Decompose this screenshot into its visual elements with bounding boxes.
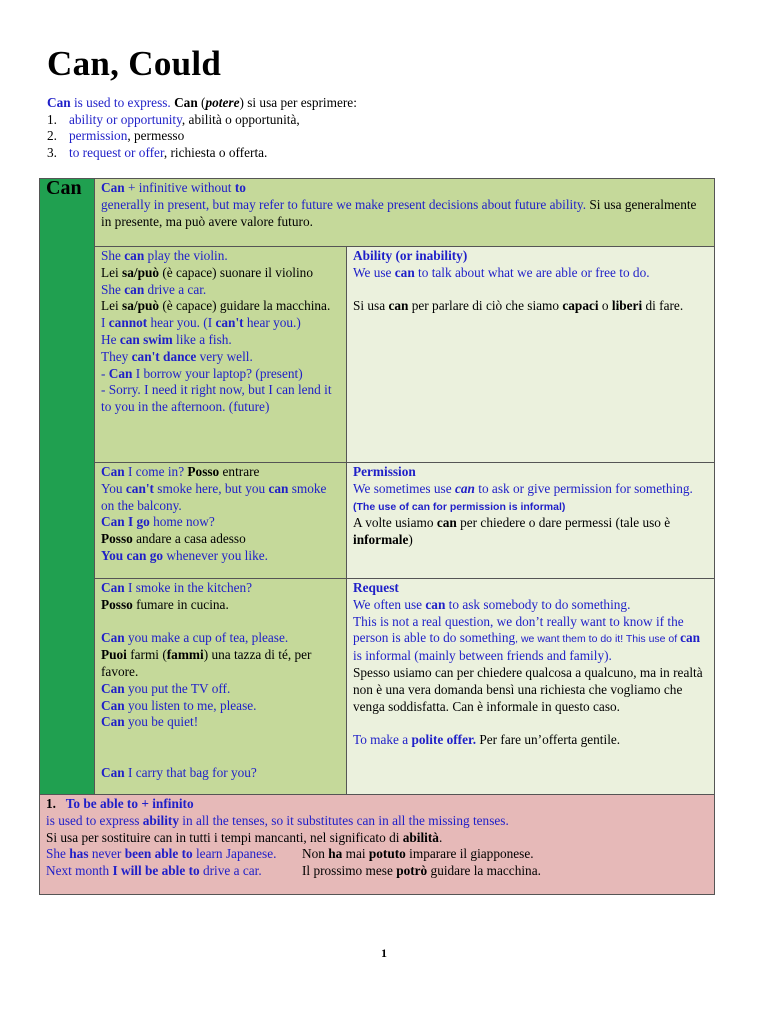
text: They <box>101 348 132 364</box>
example-line <box>101 349 340 366</box>
side-label-cell <box>40 179 95 795</box>
text: You can go <box>101 547 164 563</box>
text: smoke on the balcony. <box>101 480 327 513</box>
text: Posso <box>101 596 133 612</box>
text: can't <box>215 315 244 331</box>
text: o <box>598 298 612 314</box>
request-examples-cell <box>95 579 347 795</box>
text: can't dance <box>131 348 197 364</box>
text: you be quiet! <box>124 714 199 730</box>
intro-text: ( <box>197 95 206 110</box>
text: To make a <box>353 732 412 748</box>
text: Si usa <box>353 298 389 314</box>
ability-explanation-cell <box>347 247 715 463</box>
text: capaci <box>562 298 599 314</box>
example-line <box>101 630 340 647</box>
footer-line <box>46 830 708 847</box>
header-text: generally in present, but may refer to future we make present decisions about future ability. <box>101 196 587 212</box>
text: sa/può <box>122 298 160 314</box>
text: ability <box>142 812 179 828</box>
potere-word: potere <box>205 95 240 110</box>
text: Posso <box>187 464 220 479</box>
text: to ask somebody to do something. <box>445 596 631 612</box>
explanation-line: Spesso usiamo can per chiedere qualcosa a qualcuno, ma in realtà non è una vera domanda bensì una richiesta che vogliamo che venga soddisfatta. Can è informale in questo caso. <box>353 664 703 714</box>
spacer <box>101 748 340 765</box>
item-it: , abilità o opportunità, <box>181 111 300 127</box>
text: in all the tenses, so it substitutes can in all the missing tenses. <box>178 812 509 828</box>
item-it: , permesso <box>127 128 185 144</box>
item-en: to request or offer <box>69 144 164 160</box>
text: This use of <box>623 633 681 646</box>
example-line <box>101 714 340 731</box>
text: I will be able to <box>112 863 200 879</box>
text: He <box>101 331 120 347</box>
text: can <box>454 480 475 496</box>
text: liberi <box>611 298 643 314</box>
item-en: permission <box>69 128 128 144</box>
footer-cell <box>40 795 715 895</box>
example-line <box>101 282 340 299</box>
section-title: Permission <box>353 464 416 479</box>
text: entrare <box>219 464 260 479</box>
grammar-table <box>39 178 715 895</box>
header-text: + infinitive without <box>124 180 235 195</box>
text: for permission is informal) <box>430 500 566 513</box>
text: can <box>268 480 289 496</box>
text: Can <box>101 630 125 646</box>
example-line <box>101 332 340 349</box>
text: You <box>101 480 126 496</box>
text: farmi ( <box>126 647 167 663</box>
item-number: 1. <box>47 111 57 127</box>
page-number: 1 <box>381 946 387 960</box>
example-line <box>101 366 340 383</box>
example-line <box>101 681 340 698</box>
text: can <box>124 248 145 263</box>
text: can <box>394 264 415 280</box>
text: Can <box>108 365 133 381</box>
text: andare a casa adesso <box>132 531 246 547</box>
to-word: to <box>234 180 246 195</box>
text: play the violin. <box>144 248 228 263</box>
text: can <box>388 298 409 314</box>
text: Can <box>101 580 125 595</box>
ability-examples-cell <box>95 247 347 463</box>
text: mai <box>342 846 369 862</box>
example-line <box>101 315 340 332</box>
text: drive a car. <box>199 863 262 879</box>
example-line <box>101 548 340 565</box>
text: potuto <box>368 846 406 862</box>
footer-line <box>46 863 708 880</box>
text: drive a car. <box>144 281 207 297</box>
text: smoke here, but you <box>153 480 269 496</box>
header-line <box>101 197 708 231</box>
text: informale <box>353 532 409 548</box>
explanation-line <box>353 298 708 315</box>
text: Non <box>302 846 329 862</box>
header-cell <box>95 179 715 247</box>
text: per parlare di ciò che siamo <box>408 298 563 314</box>
text: Posso <box>101 531 133 547</box>
request-explanation-cell <box>347 579 715 795</box>
text: potrò <box>396 863 428 879</box>
text: hear you. (I <box>147 315 216 331</box>
example-line <box>101 248 340 265</box>
can-word: Can <box>174 95 198 110</box>
text: I <box>101 315 109 331</box>
text: Can <box>101 697 125 713</box>
text: ha <box>328 846 343 862</box>
text: sa/può <box>122 264 160 280</box>
text: I carry that bag for you? <box>124 764 257 780</box>
text: is informal (mainly between friends and family). <box>353 648 612 664</box>
text: per chiedere o dare permessi (tale uso è <box>456 515 671 531</box>
text: I smoke in the kitchen? <box>124 580 253 595</box>
text: home now? <box>149 514 215 530</box>
text: She <box>101 248 125 263</box>
text: imparare il giapponese. <box>405 846 534 862</box>
text: can <box>411 500 431 513</box>
text: very well. <box>196 348 253 364</box>
example-line <box>101 265 340 282</box>
text: This is not a real question, we don’t really want to know if the person is able to do something <box>353 613 684 646</box>
text: can swim <box>119 331 173 347</box>
example-line <box>101 531 340 548</box>
section-title: Ability (or inability) <box>353 248 468 263</box>
text: never <box>88 846 125 862</box>
text: Si usa per sostituire can in tutti i tempi mancanti, nel significato di <box>46 829 403 845</box>
text: We sometimes use <box>353 480 455 496</box>
text: to talk about what we are able or free to do. <box>414 264 650 280</box>
intro-item <box>47 112 357 129</box>
text: fammi <box>166 647 204 663</box>
text: abilità <box>402 829 439 845</box>
text: hear you.) <box>243 315 301 331</box>
text: We often use <box>353 596 426 612</box>
text: whenever you like. <box>163 547 268 563</box>
footer-line <box>46 846 708 863</box>
example-line <box>101 698 340 715</box>
example-line <box>101 580 340 597</box>
text: She <box>101 281 125 297</box>
intro <box>47 95 357 161</box>
item-it: , richiesta o offerta. <box>163 144 268 160</box>
spacer <box>353 715 708 732</box>
item-en: ability or opportunity <box>69 111 182 127</box>
text: I borrow your laptop? (present) <box>132 365 303 381</box>
item-number: 3. <box>47 144 57 160</box>
text: you put the TV off. <box>124 680 231 696</box>
text: - <box>101 365 109 381</box>
page-title: Can, Could <box>47 44 222 83</box>
spacer <box>101 614 340 631</box>
text: Can <box>101 464 125 479</box>
text: cannot <box>108 315 148 331</box>
text: like a fish. <box>172 331 232 347</box>
text: Can <box>101 680 125 696</box>
text: can <box>425 596 446 612</box>
example-line <box>101 464 340 481</box>
text: fumare in cucina. <box>132 596 229 612</box>
intro-item <box>47 145 357 162</box>
item-number: 1. <box>46 796 56 811</box>
text: She <box>46 846 70 862</box>
intro-line <box>47 95 357 112</box>
text: can <box>124 281 145 297</box>
text: Can <box>101 714 125 730</box>
spacer <box>101 731 340 748</box>
text: A volte usiamo <box>353 515 437 531</box>
intro-text: ) si usa per esprimere: <box>239 95 357 110</box>
can-word: Can <box>101 180 125 195</box>
permission-examples-cell <box>95 463 347 579</box>
example-line <box>101 298 340 315</box>
can-word: Can <box>47 95 71 110</box>
text: (è capace) suonare il violino <box>159 264 313 280</box>
text: Can I go <box>101 514 150 530</box>
header-text: Si usa generalmente in presente, ma può avere valore futuro. <box>101 196 697 229</box>
text: can't <box>125 480 154 496</box>
text: ) <box>408 532 413 548</box>
text: , we want them to do it! <box>515 633 624 646</box>
explanation-line <box>353 732 708 749</box>
text: Il prossimo mese <box>302 863 397 879</box>
text: has <box>69 846 89 862</box>
text: learn Japanese. <box>192 846 277 862</box>
example-line <box>101 765 340 782</box>
example-line <box>101 481 340 515</box>
explanation-line <box>353 265 708 282</box>
text: Lei <box>101 298 123 314</box>
text: ) una tazza di té, per favore. <box>101 647 312 679</box>
section-title: Request <box>353 580 399 595</box>
side-label: Can <box>46 177 82 199</box>
header-line <box>101 180 708 197</box>
text: can <box>436 515 457 531</box>
text: I come in? <box>124 464 188 479</box>
footer-title <box>46 796 708 813</box>
text: you listen to me, please. <box>124 697 257 713</box>
text: Can <box>101 764 125 780</box>
explanation-line <box>353 614 708 665</box>
text: been able to <box>124 846 193 862</box>
text: To be able to + infinito <box>65 796 194 811</box>
example-line <box>101 597 340 614</box>
text: polite offer. <box>411 732 477 748</box>
text: We use <box>353 264 395 280</box>
text: is used to express <box>46 812 143 828</box>
text: you make a cup of tea, please. <box>124 630 289 646</box>
text: to ask or give permission for something. <box>474 480 693 496</box>
text: (The use of <box>353 500 412 513</box>
text: di fare. <box>642 298 684 314</box>
text: (è capace) guidare la macchina. <box>159 298 331 314</box>
text: Per fare un’offerta gentile. <box>476 732 621 748</box>
explanation-line <box>353 597 708 614</box>
text: Next month <box>46 863 113 879</box>
explanation-line <box>353 515 708 549</box>
item-number: 2. <box>47 128 57 144</box>
text: Lei <box>101 264 123 280</box>
example-line <box>101 514 340 531</box>
text: . <box>438 829 443 845</box>
permission-explanation-cell <box>347 463 715 579</box>
explanation-line <box>353 481 708 516</box>
text: can <box>680 630 701 646</box>
intro-item <box>47 128 357 145</box>
footer-line <box>46 813 708 830</box>
text: Puoi <box>101 647 127 663</box>
intro-text: is used to express. <box>70 95 175 110</box>
example-line <box>101 647 340 681</box>
text: guidare la macchina. <box>427 863 541 879</box>
example-line: - Sorry. I need it right now, but I can lend it to you in the afternoon. (future) <box>101 382 332 415</box>
spacer <box>353 282 708 299</box>
